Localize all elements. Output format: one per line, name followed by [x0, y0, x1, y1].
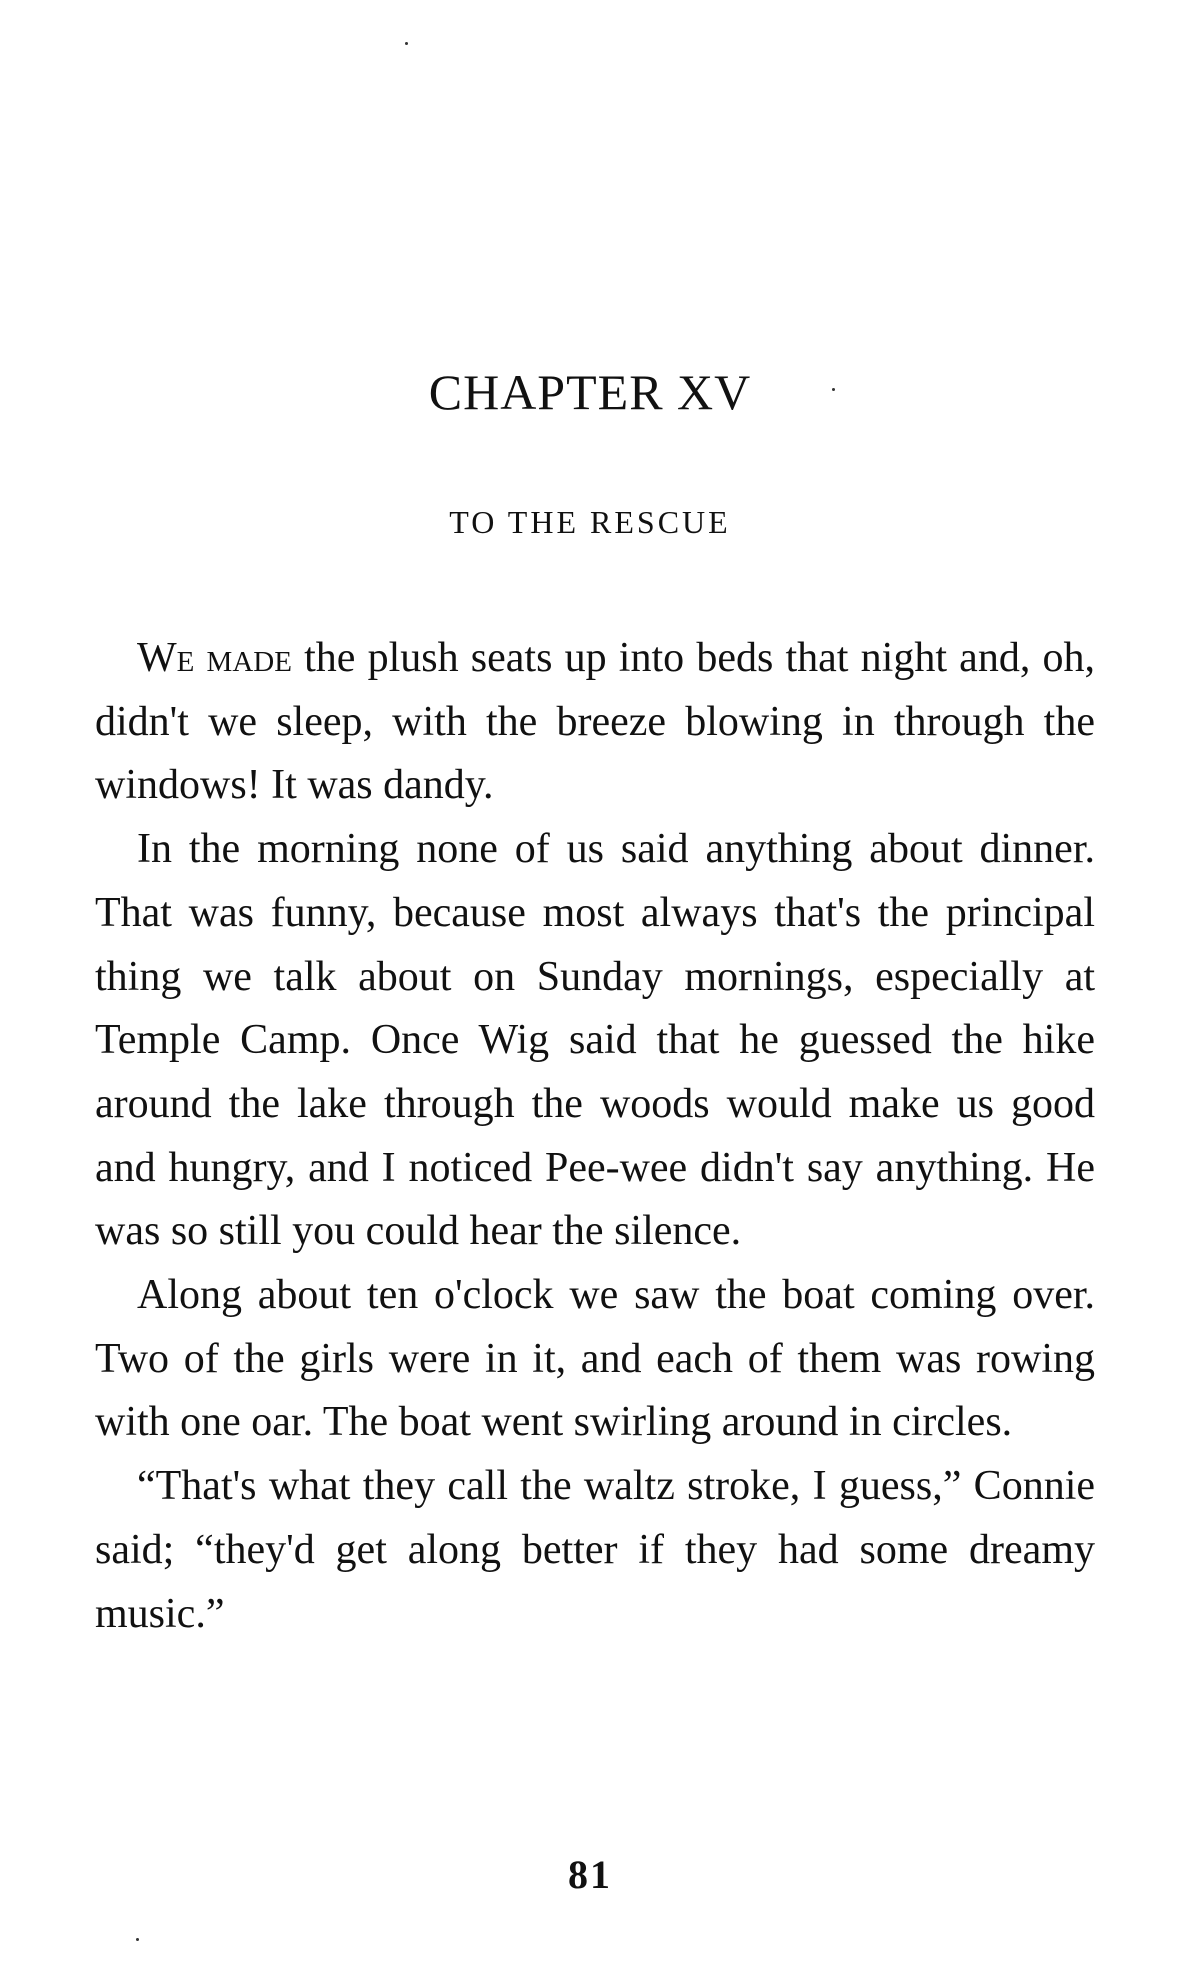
- paragraph-lead-words: We made: [137, 635, 292, 681]
- chapter-title: CHAPTER XV: [428, 364, 752, 420]
- chapter-body: [95, 627, 1095, 1646]
- paragraph-text: “That's what they call the waltz stroke, I guess,” Connie said; “they'd get along better if they had some dreamy music.”: [95, 1463, 1095, 1637]
- page-number: 81: [568, 1852, 612, 1897]
- chapter-subtitle: TO THE RESCUE: [449, 504, 731, 540]
- paragraph-1: [95, 627, 1095, 818]
- page-speck: [136, 1938, 139, 1941]
- paragraph-text: In the morning none of us said anything about dinner. That was funny, because most always that's the principal thing we talk about on Sunday mornings, especially at Temple Camp. Once Wig said that he guessed the hike around the lake through the woods would make us good and hungry, and I noticed Pee-wee didn't say anything. He was so still you could hear the silence.: [95, 826, 1095, 1255]
- page-speck: [405, 42, 408, 45]
- paragraph-2: [95, 818, 1095, 1264]
- paragraph-3: [95, 1264, 1095, 1455]
- paragraph-text: Along about ten o'clock we saw the boat coming over. Two of the girls were in it, and each of them was rowing with one oar. The boat went swirling around in circles.: [95, 1272, 1095, 1446]
- paragraph-text: the plush seats up into beds that night and, oh, didn't we sleep, with the breeze blowing in through the windows! It was dandy.: [95, 635, 1096, 809]
- paragraph-4: [95, 1455, 1095, 1646]
